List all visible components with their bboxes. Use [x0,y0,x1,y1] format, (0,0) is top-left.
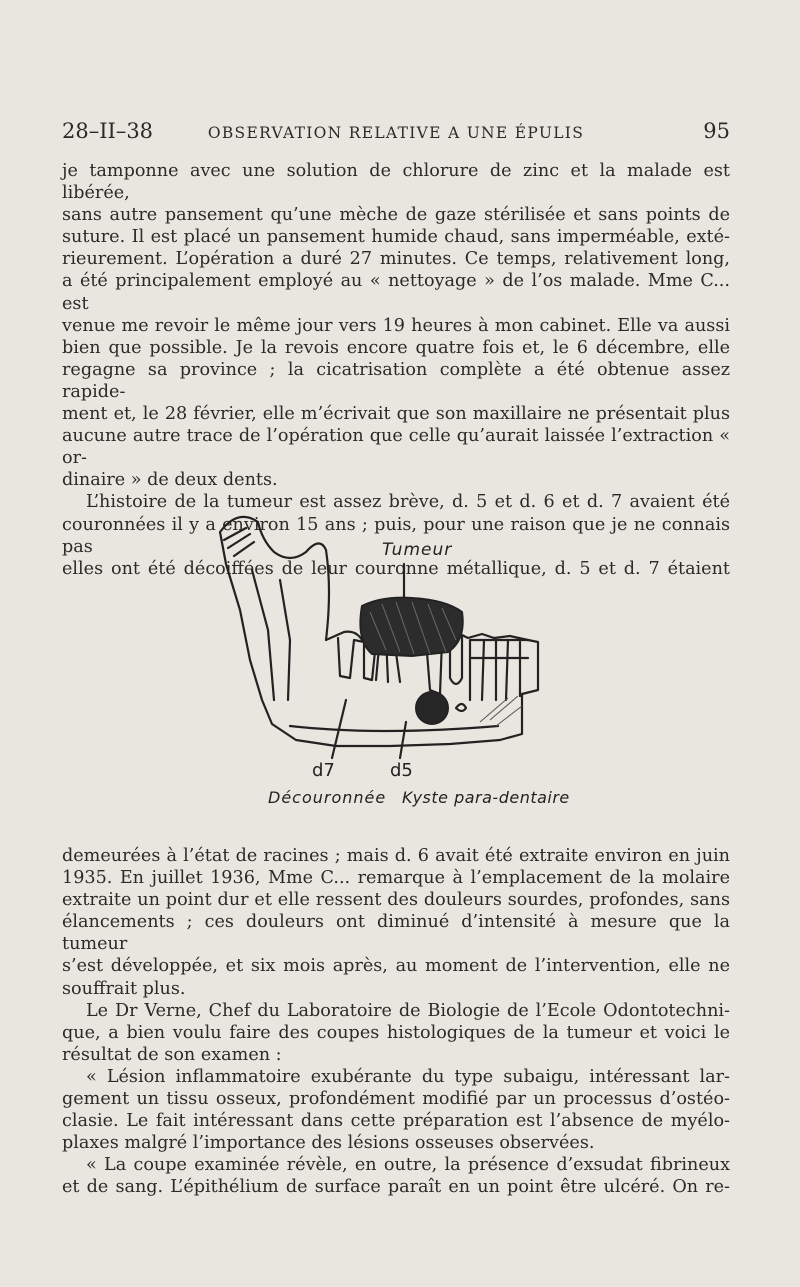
text-line: L’histoire de la tumeur est assez brève, d. 5 et d. 6 et d. 7 avaient été [86,492,730,513]
text-line: plaxes malgré l’importance des lésions osseuses observées. [62,1133,595,1154]
header-title: OBSERVATION RELATIVE A UNE ÉPULIS [207,124,585,142]
incisors [470,640,528,700]
text-line: extraite un point dur et elle ressent des douleurs sourdes, profondes, sans [62,890,730,911]
text-line: aucune autre trace de l’opération que celle qu’aurait laissée l’extraction « or- [62,426,730,469]
text-line: « La coupe examinée révèle, en outre, la présence d’exsudat fibrineux [86,1155,730,1176]
text-line: Le Dr Verne, Chef du Laboratoire de Biologie de l’Ecole Odontotechni- [86,1000,730,1021]
text-line: suture. Il est placé un pansement humide chaud, sans imperméable, exté- [62,227,730,248]
label-d5: d5 [390,760,413,781]
label-tumeur: Tumeur [382,540,453,560]
body-text-bottom [62,845,730,1199]
label-decouronnee: Découronnée [268,788,387,807]
text-line: souffrait plus. [62,978,186,999]
running-head [62,118,730,144]
text-line: a été principalement employé au « nettoyage » de l’os malade. Mme C... est [62,271,730,314]
text-line: 1935. En juillet 1936, Mme C... remarque à l’emplacement de la molaire [62,868,730,889]
text-line: résultat de son examen : [62,1044,282,1065]
label-kyste-para-dentaire: Kyste para-dentaire [402,788,570,807]
text-line: que, a bien voulu faire des coupes histologiques de la tumeur et voici le [62,1022,730,1043]
text-line: je tamponne avec une solution de chlorure de zinc et la malade est libérée, [62,161,730,204]
text-line: bien que possible. Je la revois encore quatre fois et, le 6 décembre, elle [62,337,730,358]
jaw-illustration [150,500,630,830]
text-line: couronnées il y a environ 15 ans ; puis, pour une raison que je ne connais pas [62,514,730,557]
leader-d5 [400,722,406,758]
text-line: et de sang. L’épithélium de surface paraît en un point être ulcéré. On re- [62,1177,730,1198]
text-line: élancements ; ces douleurs ont diminué d’intensité à mesure que la tumeur [62,912,730,955]
text-line: regagne sa province ; la cicatrisation complète a été obtenue assez rapide- [62,359,730,402]
text-line: sans autre pansement qu’une mèche de gaze stérilisée et sans points de [62,205,730,226]
text-line: elles ont été décoiffées de leur couronne métallique, d. 5 et d. 7 étaient [62,558,730,579]
text-line: clasie. Le fait intéressant dans cette préparation est l’absence de myélo- [62,1111,730,1132]
cyst-mass [416,692,448,724]
header-date: 28–II–38 [62,119,154,143]
text-line: demeurées à l’état de racines ; mais d. 6 avait été extraite environ en juin [62,846,730,866]
text-line: rieurement. L’opération a duré 27 minutes. Ce temps, relativement long, [62,249,730,270]
text-line: ment et, le 28 février, elle m’écrivait que son maxillaire ne présentait plus [62,404,730,425]
label-d7: d7 [312,760,335,781]
page-number: 95 [703,119,730,143]
text-line: venue me revoir le même jour vers 19 heures à mon cabinet. Elle va aussi [62,315,730,336]
text-line: gement un tissu osseux, profondément modifié par un processus d’ostéo- [62,1089,730,1110]
text-line: s’est développée, et six mois après, au moment de l’intervention, elle ne [62,956,730,977]
text-line: « Lésion inflammatoire exubérante du type subaigu, intéressant lar- [86,1066,730,1087]
text-line: dinaire » de deux dents. [62,470,278,491]
